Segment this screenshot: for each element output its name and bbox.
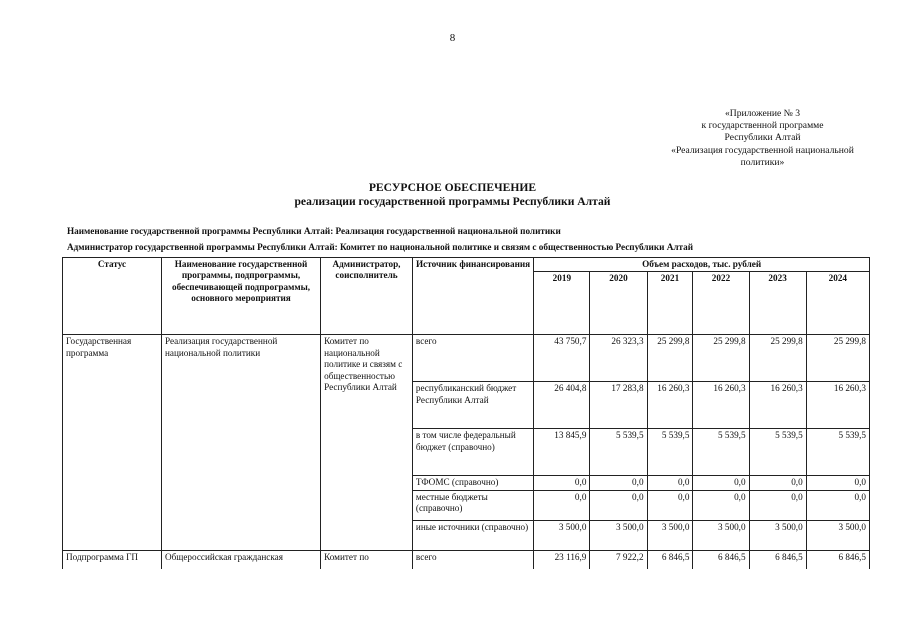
header-source: Источник финансирования: [412, 258, 533, 335]
value-cell: 16 260,3: [749, 382, 806, 429]
source-cell: всего: [412, 550, 533, 569]
value-cell: 0,0: [806, 490, 869, 520]
administrator-line: Администратор государственной программы Республики Алтай: Комитет по национальной политике и связям с общественностью Республики Алтай: [67, 242, 694, 252]
value-cell: 17 283,8: [590, 382, 647, 429]
value-cell: 5 539,5: [806, 429, 869, 476]
program-name-cell: Реализация государственной национальной политики: [161, 335, 320, 550]
source-cell: ТФОМС (справочно): [412, 476, 533, 490]
value-cell: 25 299,8: [647, 335, 693, 382]
resource-table: [62, 257, 870, 569]
value-cell: 25 299,8: [693, 335, 749, 382]
value-cell: 5 539,5: [693, 429, 749, 476]
value-cell: 13 845,9: [534, 429, 590, 476]
value-cell: 0,0: [749, 476, 806, 490]
value-cell: 6 846,5: [693, 550, 749, 569]
source-cell: в том числе федеральный бюджет (справочно): [412, 429, 533, 476]
value-cell: 16 260,3: [806, 382, 869, 429]
appendix-line: к государственной программе: [701, 120, 824, 132]
header-row: [63, 258, 870, 272]
appendix-line: «Приложение № 3: [724, 108, 801, 119]
appendix-line: «Реализация государственной национальной: [671, 144, 854, 156]
appendix-note: [640, 108, 885, 169]
header-name: Наименование государственной программы, подпрограммы, обеспечивающей подпрограммы, основного мероприятия: [161, 258, 320, 335]
value-cell: 16 260,3: [693, 382, 749, 429]
value-cell: 3 500,0: [749, 520, 806, 550]
table-row: [63, 335, 870, 382]
value-cell: 0,0: [647, 490, 693, 520]
value-cell: 5 539,5: [590, 429, 647, 476]
value-cell: 23 116,9: [534, 550, 590, 569]
page-number: 8: [449, 32, 456, 44]
value-cell: 0,0: [647, 476, 693, 490]
program-name-line: Наименование государственной программы Республики Алтай: Реализация государственной национальной политики: [67, 226, 561, 236]
document-title: [0, 181, 905, 209]
appendix-line: политики»: [740, 156, 785, 168]
source-cell: республиканский бюджет Республики Алтай: [412, 382, 533, 429]
header-year: 2019: [534, 272, 590, 335]
value-cell: 43 750,7: [534, 335, 590, 382]
value-cell: 25 299,8: [806, 335, 869, 382]
admin-cell: Комитет по национальной политике и связям с общественностью Республики Алтай: [321, 335, 413, 550]
value-cell: 0,0: [693, 490, 749, 520]
value-cell: 26 323,3: [590, 335, 647, 382]
source-cell: всего: [412, 335, 533, 382]
value-cell: 3 500,0: [693, 520, 749, 550]
value-cell: 0,0: [534, 490, 590, 520]
value-cell: 26 404,8: [534, 382, 590, 429]
header-admin: Администратор, соисполнитель: [321, 258, 413, 335]
header-year: 2022: [693, 272, 749, 335]
value-cell: 6 846,5: [806, 550, 869, 569]
title-line-1: РЕСУРСНОЕ ОБЕСПЕЧЕНИЕ: [368, 181, 537, 194]
title-line-2: реализации государственной программы Республики Алтай: [294, 195, 611, 208]
value-cell: 0,0: [534, 476, 590, 490]
value-cell: 3 500,0: [647, 520, 693, 550]
value-cell: 0,0: [806, 476, 869, 490]
value-cell: 3 500,0: [806, 520, 869, 550]
value-cell: 6 846,5: [647, 550, 693, 569]
value-cell: 0,0: [693, 476, 749, 490]
admin-cell: Комитет по: [321, 550, 413, 569]
value-cell: 7 922,2: [590, 550, 647, 569]
value-cell: 5 539,5: [647, 429, 693, 476]
header-status: Статус: [63, 258, 162, 335]
value-cell: 25 299,8: [749, 335, 806, 382]
status-cell: Подпрограмма ГП: [63, 550, 162, 569]
value-cell: 3 500,0: [590, 520, 647, 550]
value-cell: 0,0: [590, 490, 647, 520]
value-cell: 16 260,3: [647, 382, 693, 429]
header-expenses: Объем расходов, тыс. рублей: [534, 258, 870, 272]
appendix-line: Республики Алтай: [724, 132, 801, 144]
header-year: 2020: [590, 272, 647, 335]
header-year: 2021: [647, 272, 693, 335]
header-year: 2024: [806, 272, 869, 335]
value-cell: 6 846,5: [749, 550, 806, 569]
source-cell: иные источники (справочно): [412, 520, 533, 550]
value-cell: 5 539,5: [749, 429, 806, 476]
header-year: 2023: [749, 272, 806, 335]
source-cell: местные бюджеты (справочно): [412, 490, 533, 520]
program-name-cell: Общероссийская гражданская: [161, 550, 320, 569]
value-cell: 0,0: [590, 476, 647, 490]
value-cell: 3 500,0: [534, 520, 590, 550]
table-row: [63, 550, 870, 569]
status-cell: Государственная программа: [63, 335, 162, 550]
value-cell: 0,0: [749, 490, 806, 520]
